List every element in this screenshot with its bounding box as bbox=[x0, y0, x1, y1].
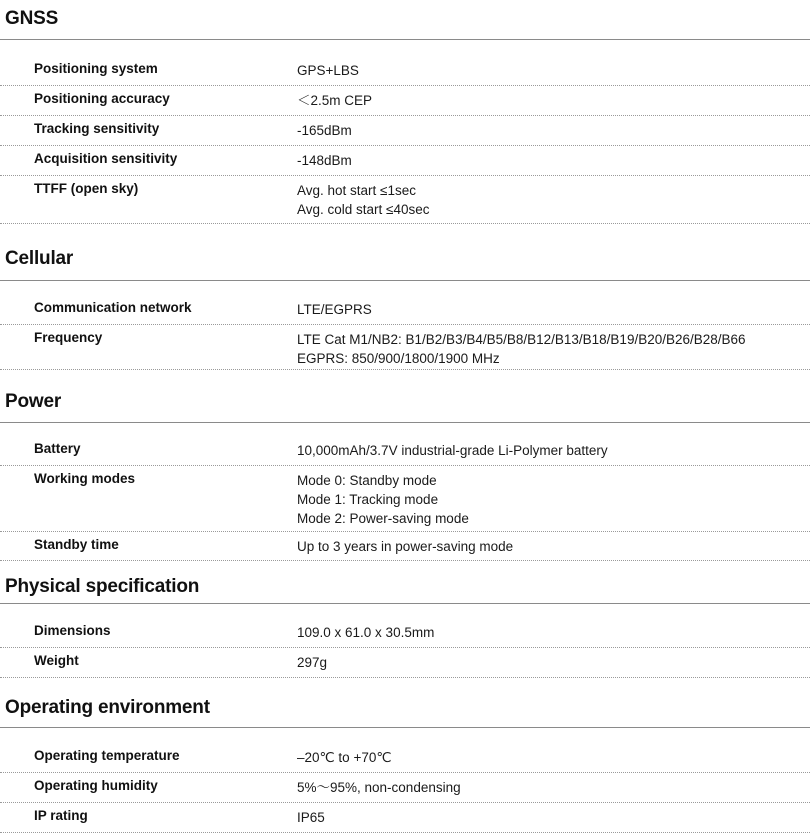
section-title: Operating environment bbox=[5, 697, 210, 718]
spec-row bbox=[0, 176, 810, 224]
row-value: Up to 3 years in power-saving mode bbox=[297, 539, 514, 554]
spec-table bbox=[0, 56, 810, 224]
row-value: 297g bbox=[297, 655, 328, 670]
section-divider bbox=[0, 280, 810, 281]
row-value-group bbox=[297, 778, 461, 797]
row-label: Acquisition sensitivity bbox=[34, 151, 178, 166]
spec-row bbox=[0, 325, 810, 370]
spec-row bbox=[0, 743, 810, 773]
row-value-group bbox=[297, 623, 434, 642]
spec-row bbox=[0, 436, 810, 466]
spec-row bbox=[0, 116, 810, 146]
row-value-group bbox=[297, 748, 392, 767]
row-value: –20℃ to +70℃ bbox=[297, 750, 392, 765]
row-value: ＜2.5m CEP bbox=[297, 93, 373, 108]
row-value-group bbox=[297, 91, 372, 110]
spec-row bbox=[0, 295, 810, 325]
spec-row bbox=[0, 86, 810, 116]
row-value: Mode 0: Standby mode bbox=[297, 473, 437, 488]
row-value-group bbox=[297, 330, 746, 368]
spec-row bbox=[0, 466, 810, 532]
spec-table bbox=[0, 436, 810, 561]
row-label: TTFF (open sky) bbox=[34, 181, 139, 196]
row-value: 109.0 x 61.0 x 30.5mm bbox=[297, 625, 435, 640]
row-label: Communication network bbox=[34, 300, 192, 315]
row-value-group bbox=[297, 537, 513, 556]
row-value: GPS+LBS bbox=[297, 63, 359, 78]
row-value: Avg. cold start ≤40sec bbox=[297, 202, 430, 217]
spec-row bbox=[0, 532, 810, 561]
spec-table bbox=[0, 743, 810, 833]
row-label: Weight bbox=[34, 653, 79, 668]
row-value: Mode 1: Tracking mode bbox=[297, 492, 439, 507]
section-title: GNSS bbox=[5, 8, 59, 29]
row-label: Operating humidity bbox=[34, 778, 158, 793]
row-value-group bbox=[297, 121, 352, 140]
section-title: Cellular bbox=[5, 248, 74, 269]
row-value: -148dBm bbox=[297, 153, 352, 168]
spec-table bbox=[0, 618, 810, 678]
section-divider bbox=[0, 422, 810, 423]
section-divider bbox=[0, 603, 810, 604]
row-label: Positioning system bbox=[34, 61, 158, 76]
row-value: LTE/EGPRS bbox=[297, 302, 372, 317]
row-label: Positioning accuracy bbox=[34, 91, 170, 106]
row-label: IP rating bbox=[34, 808, 88, 823]
row-label: Operating temperature bbox=[34, 748, 180, 763]
row-value: -165dBm bbox=[297, 123, 352, 138]
row-label: Tracking sensitivity bbox=[34, 121, 160, 136]
row-label: Battery bbox=[34, 441, 81, 456]
row-value-group bbox=[297, 441, 608, 460]
spec-row bbox=[0, 618, 810, 648]
spec-row bbox=[0, 648, 810, 678]
row-label: Standby time bbox=[34, 537, 119, 552]
spec-row bbox=[0, 146, 810, 176]
spec-table bbox=[0, 295, 810, 370]
row-value-group bbox=[297, 61, 359, 80]
spec-row bbox=[0, 803, 810, 833]
row-value: Mode 2: Power-saving mode bbox=[297, 511, 469, 526]
row-label: Frequency bbox=[34, 330, 103, 345]
row-value: IP65 bbox=[297, 810, 325, 825]
row-value-group bbox=[297, 653, 327, 672]
row-label: Dimensions bbox=[34, 623, 111, 638]
row-value: LTE Cat M1/NB2: B1/B2/B3/B4/B5/B8/B12/B13/B18/B19/B20/B26/B28/B66 bbox=[297, 332, 746, 347]
row-value-group bbox=[297, 151, 352, 170]
spec-row bbox=[0, 773, 810, 803]
spec-row bbox=[0, 56, 810, 86]
row-value-group bbox=[297, 300, 372, 319]
row-label: Working modes bbox=[34, 471, 136, 486]
row-value-group bbox=[297, 471, 469, 528]
section-divider bbox=[0, 727, 810, 728]
row-value-group bbox=[297, 808, 325, 827]
section-title: Power bbox=[5, 391, 62, 412]
row-value: EGPRS: 850/900/1800/1900 MHz bbox=[297, 351, 500, 366]
section-title: Physical specification bbox=[5, 576, 200, 597]
section-divider bbox=[0, 39, 810, 40]
row-value: Avg. hot start ≤1sec bbox=[297, 183, 416, 198]
row-value: 5%～95%, non-condensing bbox=[297, 780, 461, 795]
row-value: 10,000mAh/3.7V industrial-grade Li-Polymer battery bbox=[297, 443, 608, 458]
row-value-group bbox=[297, 181, 429, 219]
